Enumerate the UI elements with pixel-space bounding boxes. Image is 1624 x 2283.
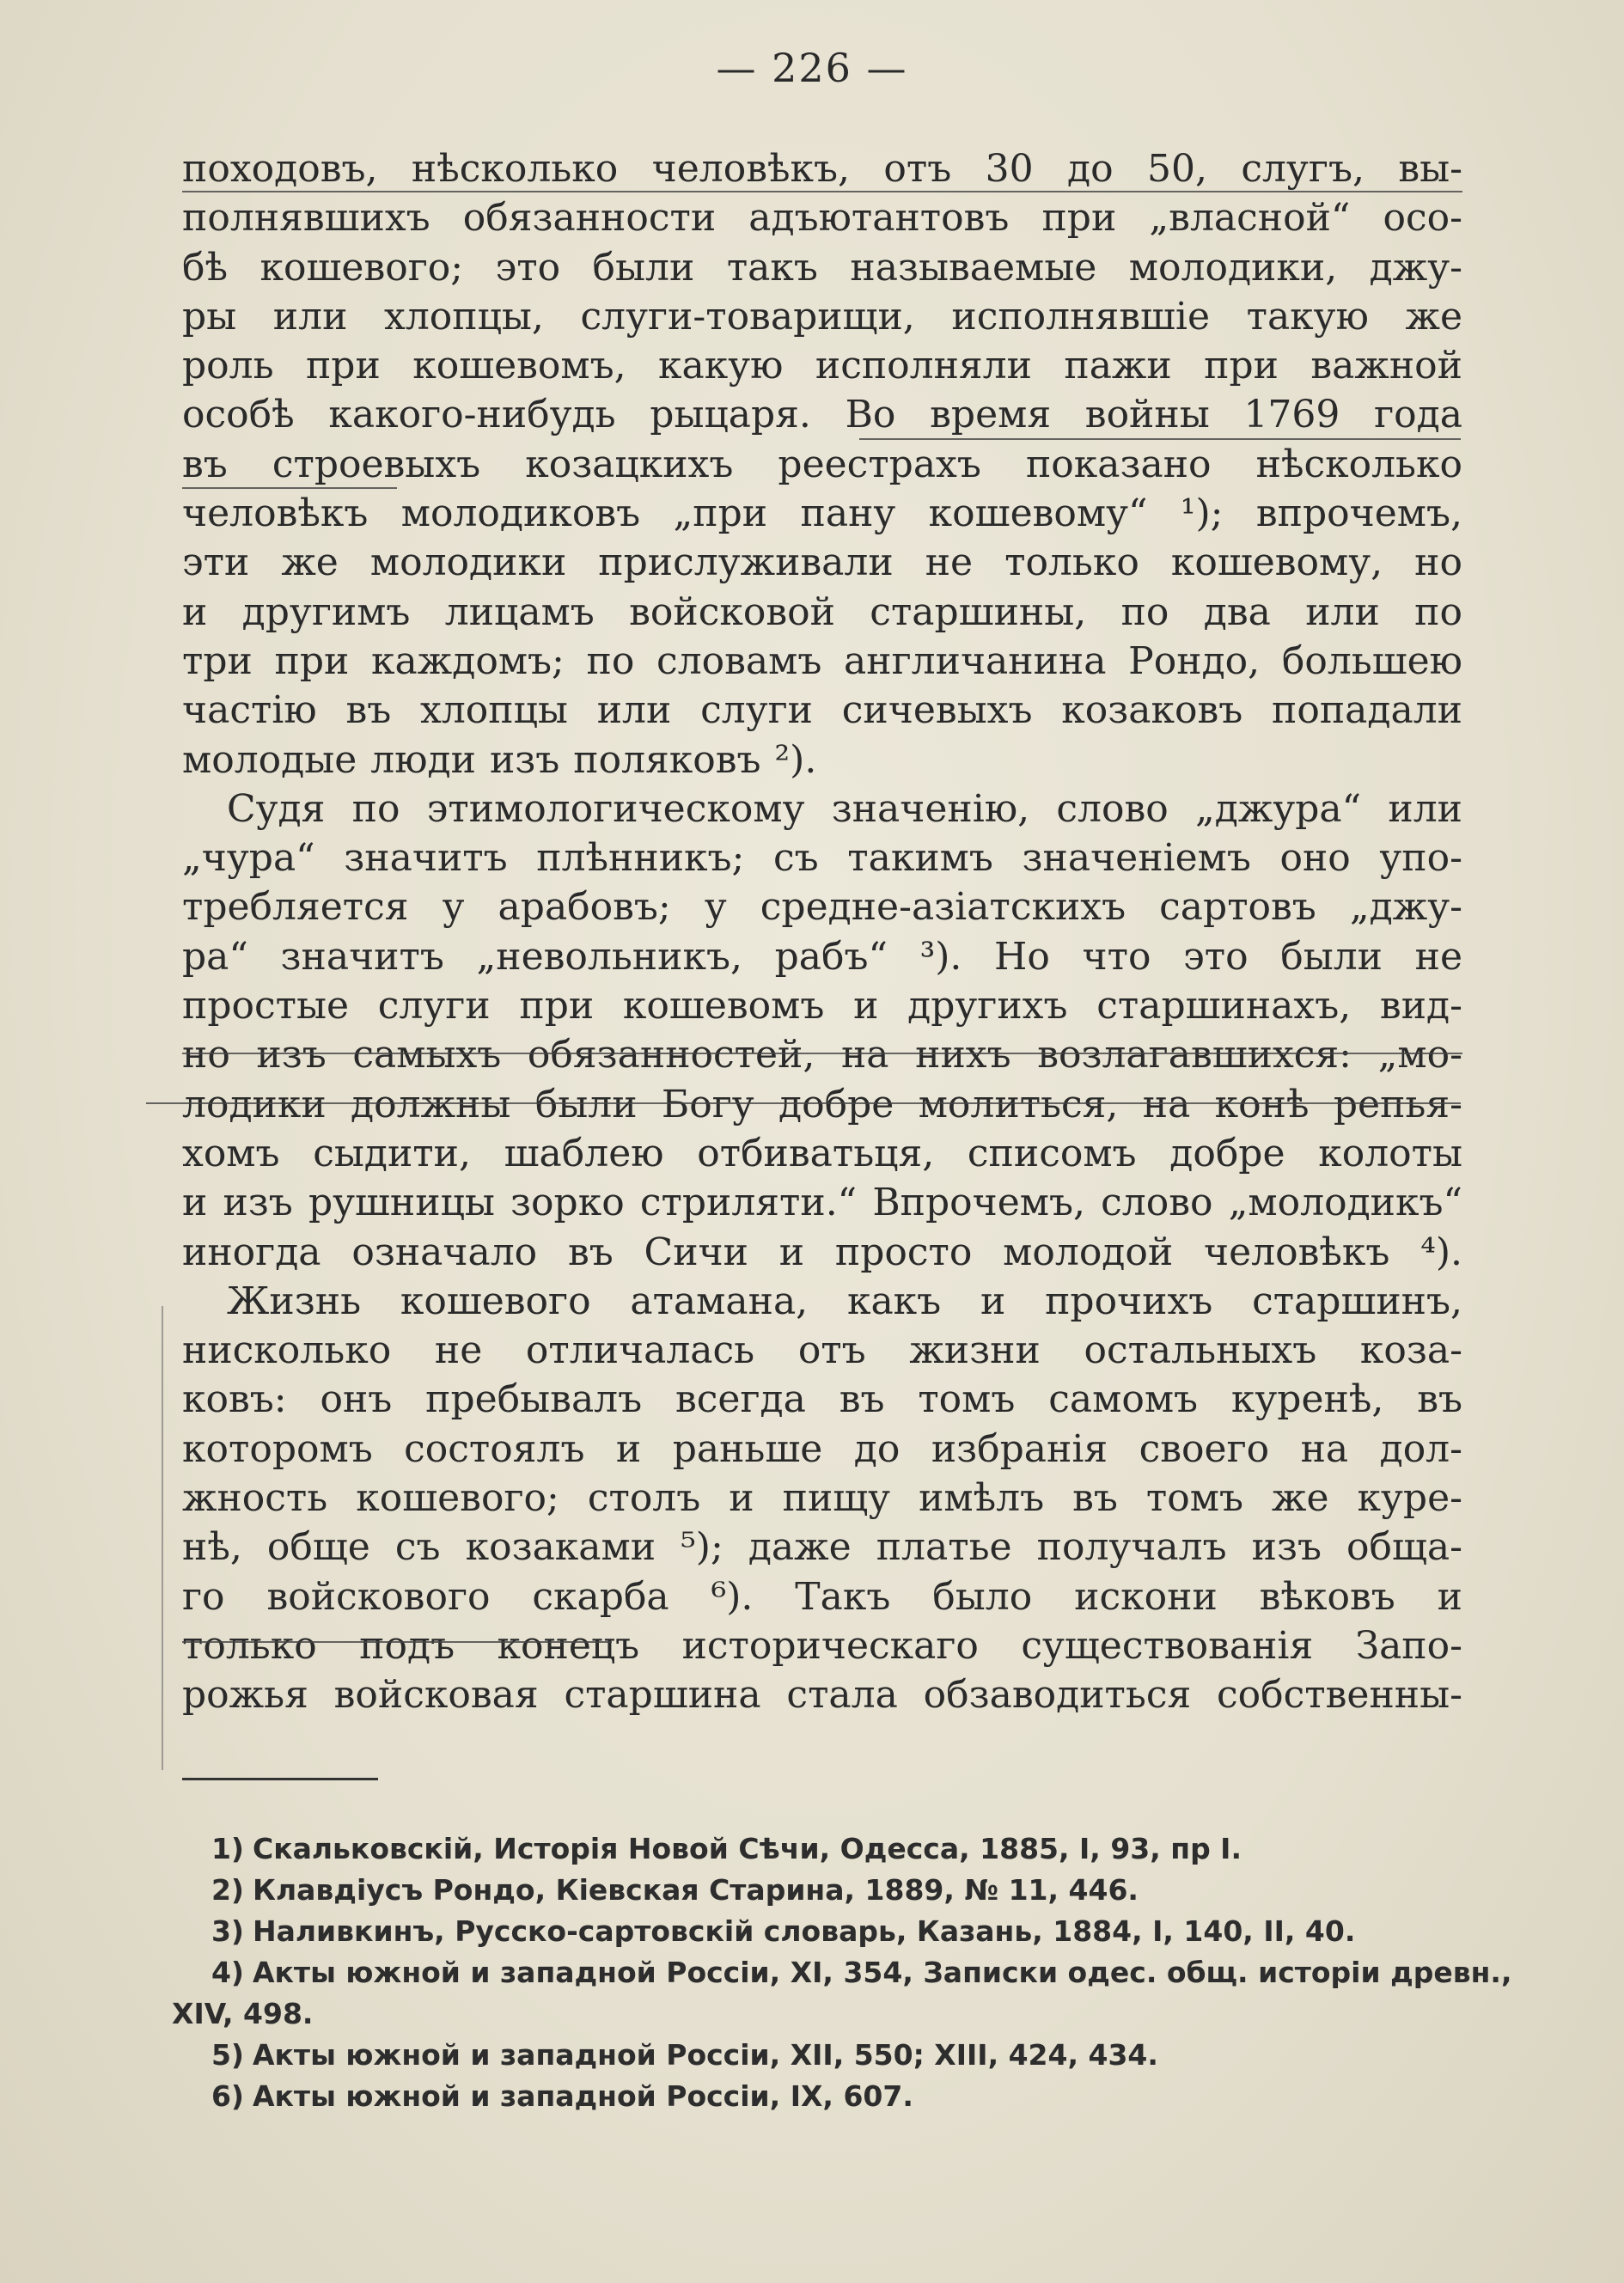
footnote bbox=[172, 2076, 1461, 2117]
pencil-underline bbox=[182, 1053, 1462, 1054]
text-line: и другимъ лицамъ войсковой старшины, по два или по bbox=[182, 589, 1462, 634]
text-line: только подъ конецъ историческаго существованія Запо- bbox=[182, 1623, 1462, 1668]
text-line: Судя по этимологическому значенію, слово „джура“ или bbox=[227, 786, 1462, 831]
body-text bbox=[182, 144, 1462, 1720]
footnote-text: Акты южной и западной Россіи, IX, 607. bbox=[253, 2079, 913, 2113]
footnote-mark: 5) bbox=[211, 2038, 244, 2072]
text-line: полнявшихъ обязанности адъютантовъ при „власной“ осо- bbox=[182, 196, 1462, 241]
text-line: которомъ состоялъ и раньше до избранія своего на дол- bbox=[182, 1426, 1462, 1471]
footnote-text: Скальковскій, Исторія Новой Сѣчи, Одесса, 1885, I, 93, пр I. bbox=[253, 1832, 1242, 1865]
footnote-mark: 2) bbox=[211, 1873, 244, 1907]
page-number: — 226 — bbox=[716, 45, 908, 91]
text-line: частію въ хлопцы или слуги сичевыхъ козаковъ попадали bbox=[182, 688, 1462, 733]
text-line: ковъ: онъ пребывалъ всегда въ томъ самомъ куренѣ, въ bbox=[182, 1377, 1462, 1422]
footnote-text: Акты южной и западной Россіи, XII, 550; XIII, 424, 434. bbox=[253, 2038, 1158, 2072]
text-line: требляется у арабовъ; у средне-азіатскихъ сартовъ „джу- bbox=[182, 885, 1462, 930]
footnote bbox=[172, 1952, 1512, 1993]
footnote-text: Наливкинъ, Русско-сартовскій словарь, Казань, 1884, I, 140, II, 40. bbox=[253, 1914, 1356, 1948]
footnote-mark: 3) bbox=[211, 1914, 244, 1948]
pencil-underline bbox=[182, 191, 1462, 192]
text-line: походовъ, нѣсколько человѣкъ, отъ 30 до 50, слугъ, вы- bbox=[182, 147, 1462, 191]
text-line: ра“ значитъ „невольникъ, рабъ“ ³). Но что это были не bbox=[182, 934, 1462, 979]
text-line: хомъ сыдити, шаблею отбиватьця, списомъ добре колоты bbox=[182, 1131, 1462, 1175]
footnote-text: XIV, 498. bbox=[172, 1997, 314, 2030]
text-line: бѣ кошевого; это были такъ называемые молодики, джу- bbox=[182, 245, 1462, 290]
footnote-mark: 1) bbox=[211, 1832, 244, 1865]
text-line: роль при кошевомъ, какую исполняли пажи при важной bbox=[182, 344, 1462, 388]
pencil-underline bbox=[859, 438, 1461, 440]
text-line: въ строевыхъ козацкихъ реестрахъ показано нѣсколько bbox=[182, 442, 1462, 486]
text-line: особѣ какого-нибудь рыцаря. Во время войны 1769 года bbox=[182, 393, 1462, 437]
text-line: три при каждомъ; по словамъ англичанина Рондо, большею bbox=[182, 638, 1462, 683]
text-line: „чура“ значитъ плѣнникъ; съ такимъ значеніемъ оно упо- bbox=[182, 836, 1462, 881]
text-line: лодики должны были Богу добре молиться, на конѣ репья- bbox=[182, 1082, 1462, 1126]
text-line: человѣкъ молодиковъ „при пану кошевому“ ¹); впрочемъ, bbox=[182, 491, 1462, 536]
text-line: рожья войсковая старшина стала обзаводиться собственны- bbox=[182, 1673, 1462, 1718]
footnote-mark: 6) bbox=[211, 2079, 244, 2113]
text-line: и изъ рушницы зорко стриляти.“ Впрочемъ, слово „молодикъ“ bbox=[182, 1181, 1462, 1225]
pencil-underline bbox=[182, 1641, 612, 1643]
footnote-continuation bbox=[172, 1993, 1461, 2035]
footnote bbox=[172, 1911, 1461, 1952]
footnote bbox=[172, 1828, 1461, 1870]
footnotes bbox=[172, 1828, 1512, 2117]
text-line: эти же молодики прислуживали не только кошевому, но bbox=[182, 540, 1462, 585]
text-line: молодые люди изъ поляковъ ²). bbox=[182, 737, 817, 782]
footnote-divider bbox=[182, 1778, 378, 1780]
footnote-text: Клавдіусъ Рондо, Кіевская Старина, 1889, № 11, 446. bbox=[253, 1873, 1139, 1907]
footnote bbox=[172, 2035, 1461, 2076]
pencil-margin-line bbox=[162, 1306, 163, 1770]
footnote bbox=[172, 1870, 1461, 1911]
footnote-text: Акты южной и западной Россіи, XI, 354, Записки одес. общ. исторіи древн., bbox=[253, 1956, 1512, 1989]
text-line: нѣ, обще съ козаками ⁵); даже платье получалъ изъ обща- bbox=[182, 1525, 1462, 1570]
text-line: иногда означало въ Сичи и просто молодой человѣкъ ⁴). bbox=[182, 1230, 1462, 1274]
text-line: простые слуги при кошевомъ и другихъ старшинахъ, вид- bbox=[182, 984, 1462, 1029]
text-line: но изъ самыхъ обязанностей, на нихъ возлагавшихся: „мо- bbox=[182, 1033, 1462, 1077]
pencil-underline bbox=[146, 1102, 1461, 1104]
text-line: жность кошевого; столъ и пищу имѣлъ въ томъ же куре- bbox=[182, 1476, 1462, 1521]
text-line: го войскового скарба ⁶). Такъ было искони вѣковъ и bbox=[182, 1574, 1462, 1619]
text-line: Жизнь кошевого атамана, какъ и прочихъ старшинъ, bbox=[227, 1279, 1462, 1323]
pencil-underline bbox=[182, 487, 397, 489]
footnote-mark: 4) bbox=[211, 1956, 244, 1989]
text-line: нисколько не отличалась отъ жизни остальныхъ коза- bbox=[182, 1328, 1462, 1373]
text-line: ры или хлопцы, слуги-товарищи, исполнявшіе такую же bbox=[182, 294, 1462, 339]
